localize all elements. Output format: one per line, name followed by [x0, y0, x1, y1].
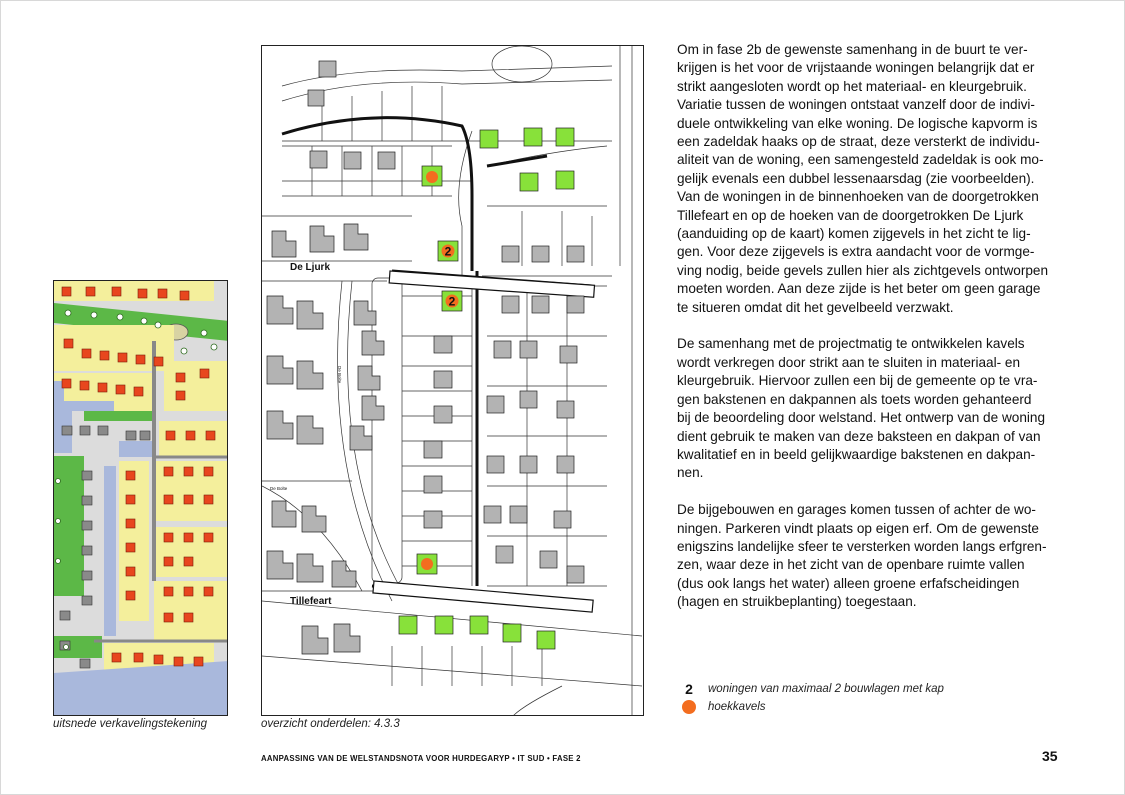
legend-label: woningen van maximaal 2 bouwlagen met kap [708, 683, 944, 695]
footer-title: AANPASSING VAN DE WELSTANDSNOTA VOOR HURDEGARYP • IT SUD • FASE 2 [261, 754, 581, 763]
marker-two-lower: 2 [448, 294, 456, 309]
legend-item-two-storeys [680, 680, 944, 698]
overview-components-map [261, 45, 644, 716]
legend-number-two: 2 [685, 681, 693, 697]
paragraph-3: De bijgebouwen en garages komen tussen of achter de wo- ningen. Parkeren vindt plaats op eigen erf. Om de gewenste enigszins landelijke sfeer te versterken worden langs erfgren- zen, waar deze in het zicht van de openbare ruimte vallen (dus ook langs het water) alleen groene erfafscheidingen (hagen en struikbeplanting) toegestaan. [677, 502, 1047, 610]
paragraph-1: Om in fase 2b de gewenste samenhang in de buurt te ver- krijgen is het voor de vrijstaande woningen belangrijk dat er strikt aangesloten wordt op het materiaal- en kleurgebruik. Variatie tussen de woningen ontstaat vanzelf door de indivi- duele ontwikkeling van elke woning. De logische kapvorm is een zadeldak haaks op de straat, deze versterkt de individu- aliteit van de woning, een samengesteld zadeldak is ook mo- gelijk evenals een dubbel lessenaarsdag (zie voorbeelden). Van de woningen in de binnenhoeken van de doorgetrokken Tillefeart en op de hoeken van de doorgetrokken De Ljurk (aanduiding op de kaart) komen zijgevels in het zicht te lig- gen. Voor deze zijgevels is extra aandacht voor de vormge- ving nodig, beide gevels zullen hier als zichtgevels ontworpen moeten worden. Aan deze zijde is het beter om geen garage te situeren omdat dit het gevelbeeld verzwakt. [677, 42, 1049, 315]
overview-map-svg [262, 46, 644, 716]
orange-dot-icon [682, 700, 696, 714]
plot-plan-svg [54, 281, 228, 716]
page-number: 35 [1042, 748, 1058, 764]
overview-map-caption: overzicht onderdelen: 4.3.3 [261, 718, 400, 730]
street-label-de-bolte: De Bolte [270, 486, 288, 491]
street-label-de-bolte-vertical: De Bolte [337, 366, 342, 384]
street-label-de-ljurk: De Ljurk [290, 262, 331, 273]
small-map-caption: uitsnede verkavelingstekening [53, 718, 208, 730]
legend-label: hoekkavels [708, 701, 766, 713]
legend-item-corner-lots [680, 698, 944, 716]
plot-plan-excerpt-map [53, 280, 228, 716]
map-legend [680, 680, 944, 716]
paragraph-2: De samenhang met de projectmatig te ontwikkelen kavels wordt verkregen door strikt aan te sluiten in materiaal- en kleurgebruik. Hiervoor zullen een bij de gemeente op te vra- gen bakstenen en dakpannen als toets worden gehanteerd bij de beoordeling door welstand. Het ontwerp van de woning dient gebruik te maken van deze baksteen en dakpan of van kwalitatief en in beeld gelijkwaardige bakstenen en dakpan- nen. [677, 336, 1046, 481]
street-label-tillefeart: Tillefeart [290, 596, 332, 607]
marker-two-upper: 2 [444, 244, 452, 259]
body-text [677, 41, 1069, 630]
